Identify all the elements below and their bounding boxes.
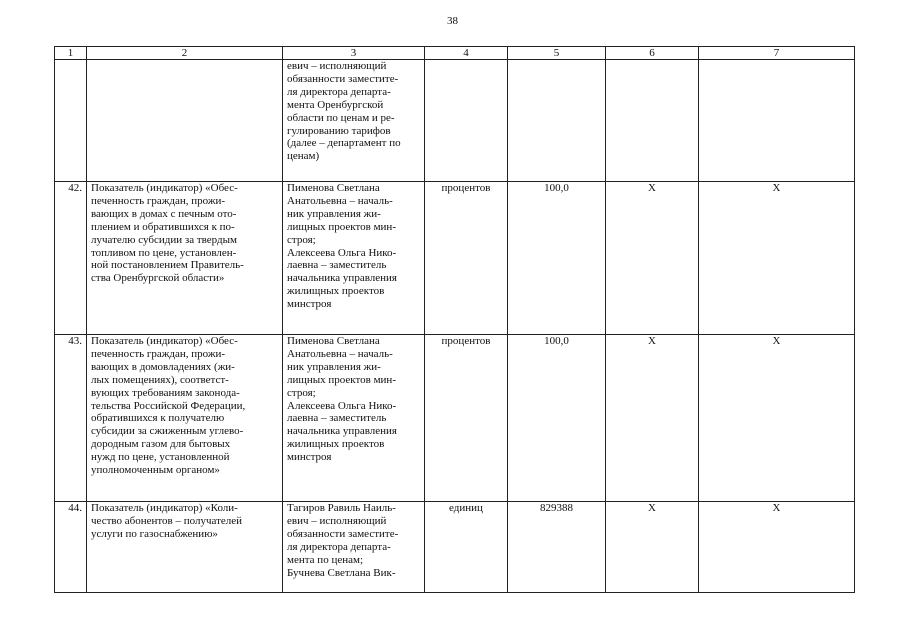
responsible-line: лаевна – заместитель bbox=[287, 259, 387, 272]
col6-cell: Х bbox=[606, 335, 699, 502]
responsible-line: ценам) bbox=[287, 150, 320, 163]
responsible-line: Бучнева Светлана Вик- bbox=[287, 566, 396, 579]
indicator-name-line: плением и обратившихся к по- bbox=[91, 220, 235, 233]
responsible-line: Пименова Светлана bbox=[287, 335, 380, 347]
responsible-line: Алексеева Ольга Нико- bbox=[287, 399, 397, 412]
value-cell: 100,0 bbox=[508, 335, 606, 502]
responsible-line: жилищных проектов bbox=[287, 285, 385, 298]
responsible-line: Тагиров Равиль Наиль- bbox=[287, 502, 396, 514]
responsible-line: строя; bbox=[287, 386, 316, 399]
responsible-line: ля директора департа- bbox=[287, 85, 391, 98]
indicator-name-line: топливом по цене, установлен- bbox=[91, 246, 237, 259]
responsible-cell bbox=[283, 335, 425, 502]
responsible-line: области по ценам и ре- bbox=[287, 111, 395, 124]
indicator-name-cell bbox=[87, 60, 283, 182]
responsible-line: минстроя bbox=[287, 451, 332, 464]
responsible-line: Анатольевна – началь- bbox=[287, 194, 393, 207]
responsible-line: Пименова Светлана bbox=[287, 182, 380, 194]
responsible-line: начальника управления bbox=[287, 425, 397, 438]
responsible-line: (далее – департамент по bbox=[287, 137, 401, 150]
responsible-cell bbox=[283, 182, 425, 335]
column-header-6: 6 bbox=[606, 47, 699, 60]
table-row-continuation bbox=[55, 60, 855, 182]
responsible-line: мента Оренбургской bbox=[287, 98, 384, 111]
indicator-name-line: Показатель (индикатор) «Обес- bbox=[91, 182, 238, 194]
col7-cell bbox=[699, 60, 855, 182]
indicator-name-line: уполномоченным органом» bbox=[91, 464, 220, 477]
indicator-name-line: вующих требованиям законода- bbox=[91, 386, 240, 399]
col7-cell: Х bbox=[699, 182, 855, 335]
indicator-name-line: вающих в домах с печным ото- bbox=[91, 207, 237, 220]
indicator-name-line: услуги по газоснабжению» bbox=[91, 527, 218, 540]
table-row-42 bbox=[55, 182, 855, 335]
responsible-cell bbox=[283, 60, 425, 182]
responsible-line: минстроя bbox=[287, 298, 332, 311]
indicator-table bbox=[54, 46, 855, 593]
responsible-line: лищных проектов мин- bbox=[287, 220, 396, 233]
col6-cell bbox=[606, 60, 699, 182]
indicator-name-line: обратившихся к получателю bbox=[91, 412, 225, 425]
responsible-line: ник управления жи- bbox=[287, 207, 381, 220]
unit-cell: процентов bbox=[425, 335, 508, 502]
indicator-name-line: ства Оренбургской области» bbox=[91, 272, 225, 285]
col7-cell: Х bbox=[699, 335, 855, 502]
responsible-line: Алексеева Ольга Нико- bbox=[287, 246, 397, 259]
column-number-header-row bbox=[55, 47, 855, 60]
page-number: 38 bbox=[447, 15, 458, 27]
indicator-name-line: печенность граждан, прожи- bbox=[91, 194, 226, 207]
indicator-name-line: тельства Российской Федерации, bbox=[91, 399, 246, 412]
responsible-line: начальника управления bbox=[287, 272, 397, 285]
indicator-name-cell bbox=[87, 335, 283, 502]
indicator-name-line: субсидии за сжиженным углево- bbox=[91, 425, 244, 438]
responsible-line: обязанности заместите- bbox=[287, 527, 399, 540]
row-number-cell: 44. bbox=[55, 502, 87, 593]
row-number-cell: 43. bbox=[55, 335, 87, 502]
responsible-line: строя; bbox=[287, 233, 316, 246]
indicator-name-line: лучателю субсидии за твердым bbox=[91, 233, 237, 246]
column-header-4: 4 bbox=[425, 47, 508, 60]
unit-cell: единиц bbox=[425, 502, 508, 593]
responsible-line: гулированию тарифов bbox=[287, 124, 391, 137]
value-cell: 829388 bbox=[508, 502, 606, 593]
responsible-line: Анатольевна – началь- bbox=[287, 347, 393, 360]
responsible-line: жилищных проектов bbox=[287, 438, 385, 451]
col6-cell: Х bbox=[606, 502, 699, 593]
unit-cell: процентов bbox=[425, 182, 508, 335]
responsible-line: мента по ценам; bbox=[287, 553, 363, 566]
column-header-2: 2 bbox=[87, 47, 283, 60]
responsible-line: лищных проектов мин- bbox=[287, 373, 396, 386]
responsible-line: евич – исполняющий bbox=[287, 514, 387, 527]
responsible-cell bbox=[283, 502, 425, 593]
indicator-name-line: лых помещениях), соответст- bbox=[91, 373, 229, 386]
indicator-name-line: Показатель (индикатор) «Обес- bbox=[91, 335, 238, 347]
indicator-name-cell bbox=[87, 182, 283, 335]
column-header-7: 7 bbox=[699, 47, 855, 60]
row-number-cell: 42. bbox=[55, 182, 87, 335]
col6-cell: Х bbox=[606, 182, 699, 335]
indicator-name-line: Показатель (индикатор) «Коли- bbox=[91, 502, 238, 514]
responsible-line: обязанности заместите- bbox=[287, 72, 399, 85]
unit-cell bbox=[425, 60, 508, 182]
indicator-name-line: чество абонентов – получателей bbox=[91, 514, 243, 527]
column-header-5: 5 bbox=[508, 47, 606, 60]
responsible-line: ля директора департа- bbox=[287, 540, 391, 553]
table-row-44 bbox=[55, 502, 855, 593]
table-row-43 bbox=[55, 335, 855, 502]
indicator-name-line: печенность граждан, прожи- bbox=[91, 347, 226, 360]
col7-cell: Х bbox=[699, 502, 855, 593]
row-number-cell bbox=[55, 60, 87, 182]
column-header-1: 1 bbox=[55, 47, 87, 60]
indicator-name-line: нужд по цене, установленной bbox=[91, 451, 230, 464]
indicator-name-line: дородным газом для бытовых bbox=[91, 438, 231, 451]
indicator-name-cell bbox=[87, 502, 283, 593]
indicator-name-line: ной постановлением Правитель- bbox=[91, 259, 244, 272]
responsible-line: евич – исполняющий bbox=[287, 60, 387, 72]
value-cell: 100,0 bbox=[508, 182, 606, 335]
indicator-name-line: вающих в домовладениях (жи- bbox=[91, 360, 235, 373]
responsible-line: лаевна – заместитель bbox=[287, 412, 387, 425]
responsible-line: ник управления жи- bbox=[287, 360, 381, 373]
value-cell bbox=[508, 60, 606, 182]
column-header-3: 3 bbox=[283, 47, 425, 60]
